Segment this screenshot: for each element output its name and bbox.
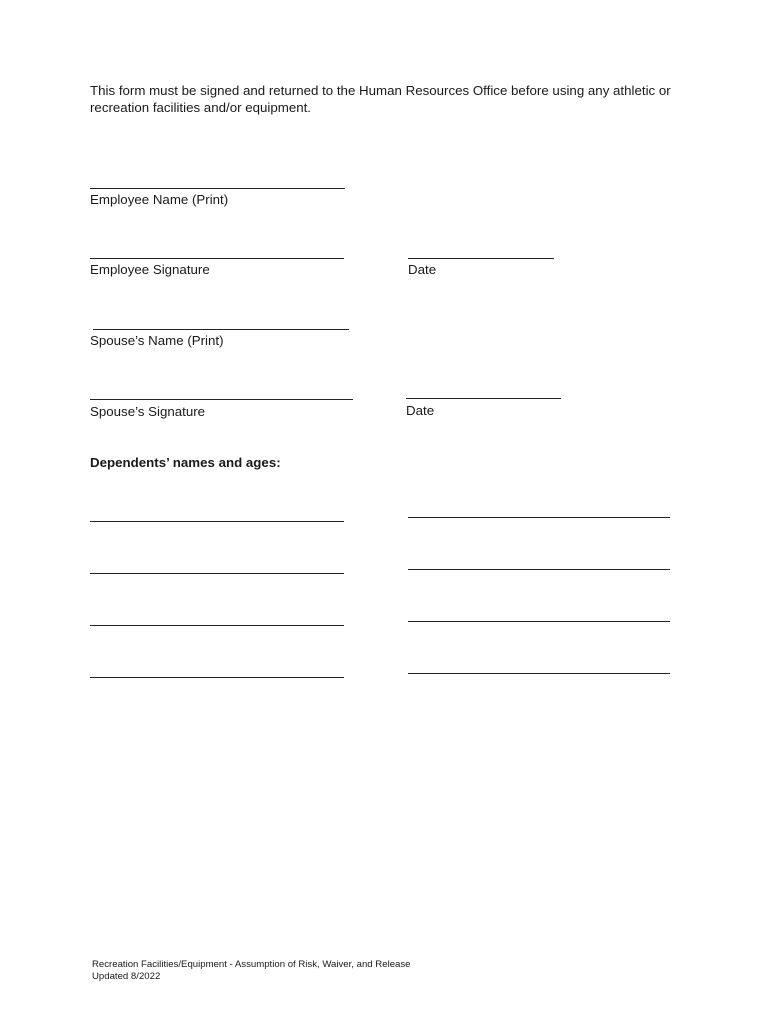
- footer-title: Recreation Facilities/Equipment - Assumption of Risk, Waiver, and Release: [92, 959, 411, 970]
- spouse-signature-field[interactable]: [90, 399, 353, 400]
- dependent-field-left-4[interactable]: [90, 677, 344, 678]
- spouse-name-label: Spouse’s Name (Print): [90, 333, 224, 348]
- dependent-field-right-1[interactable]: [408, 517, 670, 518]
- dependent-field-right-4[interactable]: [408, 673, 670, 674]
- spouse-date-field[interactable]: [406, 398, 561, 399]
- dependent-field-right-2[interactable]: [408, 569, 670, 570]
- dependent-field-left-1[interactable]: [90, 521, 344, 522]
- employee-date-field[interactable]: [408, 258, 554, 259]
- dependent-field-right-3[interactable]: [408, 621, 670, 622]
- employee-name-label: Employee Name (Print): [90, 192, 229, 207]
- intro-text: This form must be signed and returned to the Human Resources Office before using any athletic or recreation facilities and/or equipment.: [90, 83, 671, 115]
- dependent-field-left-3[interactable]: [90, 625, 344, 626]
- footer-updated: Updated 8/2022: [92, 971, 161, 982]
- spouse-name-field[interactable]: [93, 329, 349, 330]
- employee-signature-field[interactable]: [90, 258, 344, 259]
- spouse-signature-label: Spouse’s Signature: [90, 404, 206, 419]
- spouse-date-label: Date: [406, 403, 435, 418]
- dependent-field-left-2[interactable]: [90, 573, 344, 574]
- dependents-heading: Dependents’ names and ages:: [90, 455, 281, 470]
- employee-name-field[interactable]: [90, 188, 345, 189]
- employee-signature-label: Employee Signature: [90, 262, 210, 277]
- employee-date-label: Date: [408, 262, 437, 277]
